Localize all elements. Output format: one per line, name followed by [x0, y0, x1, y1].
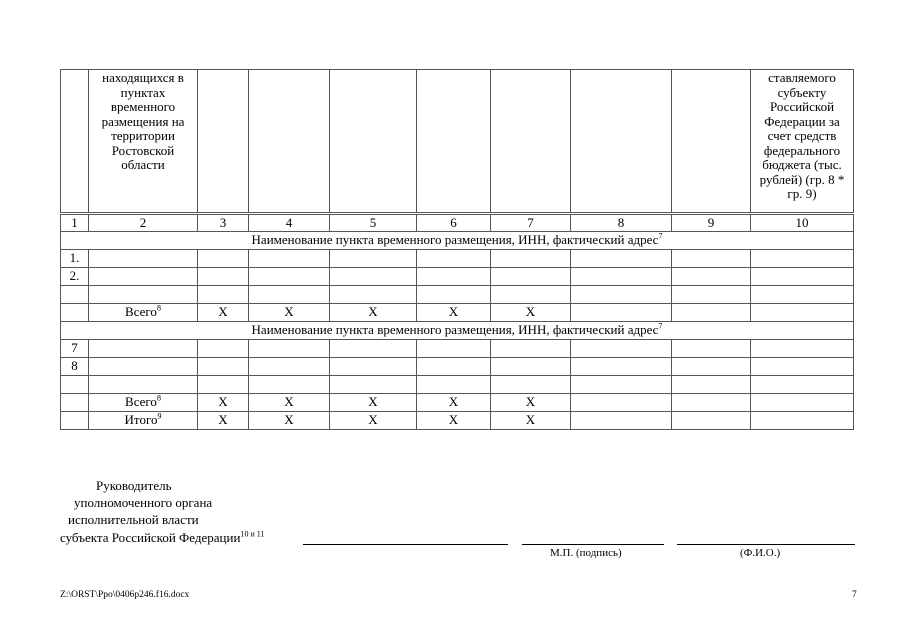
row-number: 8	[61, 358, 89, 376]
header-cell-8	[571, 70, 672, 214]
col-num: 4	[249, 214, 330, 232]
table-row	[61, 340, 854, 358]
x-mark: Х	[491, 412, 571, 430]
table-row	[61, 268, 854, 286]
x-mark: Х	[491, 394, 571, 412]
table-row	[61, 250, 854, 268]
col-num: 3	[198, 214, 249, 232]
x-mark: Х	[330, 304, 417, 322]
x-mark: Х	[491, 304, 571, 322]
col-num: 9	[672, 214, 751, 232]
header-cell-5	[330, 70, 417, 214]
col-num: 10	[751, 214, 854, 232]
section-title: Наименование пункта временного размещения, ИНН, фактический адрес$^7$	[61, 322, 854, 340]
signature-line	[522, 544, 664, 545]
x-mark: Х	[417, 304, 491, 322]
position-signature-line	[303, 544, 508, 545]
page-number: 7	[852, 590, 857, 600]
col-num: 8	[571, 214, 672, 232]
signature-line-2: уполномоченного органа	[74, 495, 213, 510]
column-number-row	[61, 214, 854, 232]
header-cell-2: находящихся в пунктах временного размещения на территории Ростовской области	[89, 70, 198, 214]
caption-fio: (Ф.И.О.)	[740, 547, 781, 559]
x-mark: Х	[249, 394, 330, 412]
signature-line-3: исполнительной власти	[68, 512, 199, 527]
section-title: Наименование пункта временного размещения, ИНН, фактический адрес$^7$	[61, 232, 854, 250]
x-mark: Х	[417, 394, 491, 412]
header-cell-10: ставляемого субъекту Российской Федерации за счет средств федерального бюджета (тыс. рублей) (гр. 8 * гр. 9)	[751, 70, 854, 214]
col-num: 7	[491, 214, 571, 232]
x-mark: Х	[198, 412, 249, 430]
row-number: 1.	[61, 250, 89, 268]
x-mark: Х	[249, 412, 330, 430]
header-cell-4	[249, 70, 330, 214]
x-mark: Х	[198, 394, 249, 412]
section-title-row	[61, 232, 854, 250]
row-number: 7	[61, 340, 89, 358]
table-header-row	[61, 70, 854, 214]
total-row	[61, 394, 854, 412]
grand-total-label: Итого$^9$	[89, 412, 198, 430]
fio-line	[677, 544, 855, 545]
header-cell-6	[417, 70, 491, 214]
signature-line-4: субъекта Российской Федерации$^{10 и 11}$	[60, 529, 265, 545]
table-row	[61, 358, 854, 376]
col-num: 6	[417, 214, 491, 232]
caption-mp: М.П. (подпись)	[550, 547, 622, 559]
x-mark: Х	[249, 304, 330, 322]
x-mark: Х	[330, 412, 417, 430]
table-row	[61, 376, 854, 394]
col-num: 1	[61, 214, 89, 232]
total-row	[61, 304, 854, 322]
header-cell-7	[491, 70, 571, 214]
table-row	[61, 286, 854, 304]
row-number: 2.	[61, 268, 89, 286]
total-label: Всего$^8$	[89, 394, 198, 412]
total-label: Всего$^8$	[89, 304, 198, 322]
x-mark: Х	[330, 394, 417, 412]
header-cell-1	[61, 70, 89, 214]
col-num: 5	[330, 214, 417, 232]
header-cell-9	[672, 70, 751, 214]
col-num: 2	[89, 214, 198, 232]
section-title-row	[61, 322, 854, 340]
x-mark: Х	[417, 412, 491, 430]
report-table	[60, 69, 854, 430]
header-cell-3	[198, 70, 249, 214]
footer-file-path: Z:\ORST\Ppo\0406p246.f16.docx	[60, 590, 190, 600]
grand-total-row	[61, 412, 854, 430]
signature-line-1: Руководитель	[96, 478, 172, 493]
x-mark: Х	[198, 304, 249, 322]
